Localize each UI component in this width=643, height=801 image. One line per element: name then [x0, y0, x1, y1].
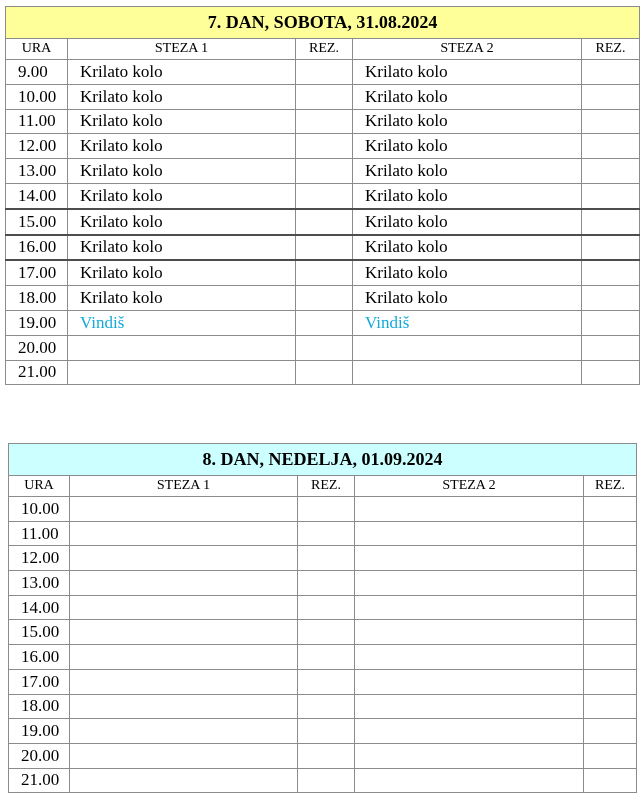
time-cell: 10.00 [6, 84, 68, 109]
table-row [6, 360, 640, 385]
header-rez-1: REZ. [296, 39, 353, 60]
table-row [9, 768, 637, 793]
column-header-row [6, 39, 640, 60]
rez-2-cell [584, 694, 637, 719]
rez-2-cell [582, 310, 640, 335]
lane-2-cell: Krilato kolo [353, 183, 582, 208]
rez-2-cell [582, 286, 640, 311]
lane-1-cell [68, 360, 296, 385]
lane-1-cell: Krilato kolo [68, 209, 296, 235]
header-lane-2: STEZA 2 [353, 39, 582, 60]
rez-1-cell [296, 209, 353, 235]
lane-1-cell [70, 719, 298, 744]
lane-1-cell: Krilato kolo [68, 134, 296, 159]
rez-1-cell [298, 669, 355, 694]
time-cell: 21.00 [6, 360, 68, 385]
lane-1-cell [70, 694, 298, 719]
table-row [9, 571, 637, 596]
table-row [9, 694, 637, 719]
time-cell: 19.00 [9, 719, 70, 744]
rez-1-cell [298, 719, 355, 744]
lane-1-cell [68, 335, 296, 360]
rez-2-cell [584, 497, 637, 522]
lane-2-cell: Krilato kolo [353, 60, 582, 85]
header-rez-1: REZ. [298, 476, 355, 497]
time-cell: 18.00 [9, 694, 70, 719]
rez-2-cell [582, 183, 640, 208]
lane-1-cell [70, 620, 298, 645]
header-rez-2: REZ. [582, 39, 640, 60]
lane-1-cell: Krilato kolo [68, 60, 296, 85]
lane-1-cell: Krilato kolo [68, 159, 296, 184]
lane-1-cell [70, 645, 298, 670]
rez-1-cell [298, 620, 355, 645]
time-cell: 20.00 [6, 335, 68, 360]
table-row [9, 521, 637, 546]
lane-1-cell: Krilato kolo [68, 235, 296, 261]
lane-1-cell [70, 595, 298, 620]
time-cell: 13.00 [9, 571, 70, 596]
time-cell: 20.00 [9, 743, 70, 768]
time-cell: 13.00 [6, 159, 68, 184]
table-row [9, 595, 637, 620]
rez-1-cell [296, 260, 353, 285]
rez-2-cell [582, 360, 640, 385]
table-row [6, 109, 640, 134]
rez-2-cell [582, 335, 640, 360]
lane-2-cell: Krilato kolo [353, 159, 582, 184]
rez-2-cell [582, 84, 640, 109]
rez-1-cell [298, 645, 355, 670]
header-time: URA [6, 39, 68, 60]
rez-1-cell [296, 360, 353, 385]
rez-2-cell [582, 235, 640, 261]
rez-1-cell [298, 571, 355, 596]
lane-2-cell: Krilato kolo [353, 84, 582, 109]
rez-2-cell [582, 60, 640, 85]
lane-2-cell: Krilato kolo [353, 286, 582, 311]
rez-2-cell [584, 768, 637, 793]
table-row [9, 669, 637, 694]
lane-1-cell: Krilato kolo [68, 286, 296, 311]
table-row [6, 183, 640, 208]
rez-1-cell [296, 310, 353, 335]
time-cell: 14.00 [6, 183, 68, 208]
lane-1-cell [70, 571, 298, 596]
schedule-table-day-8 [8, 443, 637, 793]
rez-1-cell [298, 595, 355, 620]
lane-2-cell: Vindiš [353, 310, 582, 335]
column-header-row [9, 476, 637, 497]
lane-1-cell: Krilato kolo [68, 109, 296, 134]
lane-2-cell [355, 546, 584, 571]
lane-2-cell [355, 620, 584, 645]
table-row [9, 743, 637, 768]
time-cell: 16.00 [9, 645, 70, 670]
lane-2-cell [355, 521, 584, 546]
lane-2-cell: Krilato kolo [353, 134, 582, 159]
table-row [6, 60, 640, 85]
rez-1-cell [296, 60, 353, 85]
table-row [6, 335, 640, 360]
lane-1-cell: Vindiš [68, 310, 296, 335]
lane-2-cell [353, 335, 582, 360]
header-time: URA [9, 476, 70, 497]
lane-2-cell: Krilato kolo [353, 209, 582, 235]
rez-1-cell [296, 286, 353, 311]
table-row [6, 134, 640, 159]
rez-1-cell [296, 183, 353, 208]
lane-2-cell [355, 743, 584, 768]
rez-2-cell [582, 134, 640, 159]
rez-1-cell [296, 235, 353, 261]
lane-2-cell [355, 694, 584, 719]
time-cell: 11.00 [6, 109, 68, 134]
lane-1-cell [70, 669, 298, 694]
header-rez-2: REZ. [584, 476, 637, 497]
lane-2-cell [355, 571, 584, 596]
lane-2-cell [355, 768, 584, 793]
rez-1-cell [298, 546, 355, 571]
lane-1-cell [70, 497, 298, 522]
lane-2-cell [355, 719, 584, 744]
rez-2-cell [584, 571, 637, 596]
rez-1-cell [298, 743, 355, 768]
time-cell: 10.00 [9, 497, 70, 522]
rez-1-cell [298, 768, 355, 793]
table-row [9, 719, 637, 744]
lane-2-cell: Krilato kolo [353, 109, 582, 134]
rez-2-cell [584, 595, 637, 620]
time-cell: 12.00 [9, 546, 70, 571]
table-row [6, 260, 640, 285]
lane-1-cell [70, 546, 298, 571]
lane-1-cell [70, 768, 298, 793]
lane-2-cell [355, 669, 584, 694]
rez-2-cell [582, 159, 640, 184]
time-cell: 15.00 [6, 209, 68, 235]
header-lane-1: STEZA 1 [70, 476, 298, 497]
rez-1-cell [296, 159, 353, 184]
rez-1-cell [298, 521, 355, 546]
table-row [6, 159, 640, 184]
header-lane-1: STEZA 1 [68, 39, 296, 60]
lane-2-cell: Krilato kolo [353, 235, 582, 261]
lane-1-cell: Krilato kolo [68, 183, 296, 208]
table-row [9, 620, 637, 645]
rez-1-cell [298, 497, 355, 522]
lane-2-cell: Krilato kolo [353, 260, 582, 285]
table-row [9, 546, 637, 571]
table-row [9, 497, 637, 522]
table-row [6, 209, 640, 235]
lane-1-cell: Krilato kolo [68, 84, 296, 109]
day-title: 8. DAN, NEDELJA, 01.09.2024 [9, 444, 637, 476]
lane-2-cell [353, 360, 582, 385]
table-row [6, 286, 640, 311]
time-cell: 12.00 [6, 134, 68, 159]
lane-2-cell [355, 645, 584, 670]
table-row [6, 235, 640, 261]
time-cell: 15.00 [9, 620, 70, 645]
rez-2-cell [582, 109, 640, 134]
rez-1-cell [298, 694, 355, 719]
rez-2-cell [582, 209, 640, 235]
rez-1-cell [296, 134, 353, 159]
table-row [9, 645, 637, 670]
rez-2-cell [584, 620, 637, 645]
rez-2-cell [584, 669, 637, 694]
rez-2-cell [584, 645, 637, 670]
time-cell: 17.00 [6, 260, 68, 285]
rez-2-cell [582, 260, 640, 285]
time-cell: 18.00 [6, 286, 68, 311]
time-cell: 19.00 [6, 310, 68, 335]
day-title: 7. DAN, SOBOTA, 31.08.2024 [6, 7, 640, 39]
rez-1-cell [296, 335, 353, 360]
time-cell: 17.00 [9, 669, 70, 694]
time-cell: 9.00 [6, 60, 68, 85]
lane-1-cell [70, 743, 298, 768]
time-cell: 16.00 [6, 235, 68, 261]
time-cell: 14.00 [9, 595, 70, 620]
time-cell: 21.00 [9, 768, 70, 793]
time-cell: 11.00 [9, 521, 70, 546]
schedule-table-day-7 [5, 6, 640, 385]
lane-2-cell [355, 595, 584, 620]
rez-2-cell [584, 743, 637, 768]
rez-1-cell [296, 109, 353, 134]
rez-1-cell [296, 84, 353, 109]
rez-2-cell [584, 719, 637, 744]
header-lane-2: STEZA 2 [355, 476, 584, 497]
lane-1-cell [70, 521, 298, 546]
table-row [6, 310, 640, 335]
lane-2-cell [355, 497, 584, 522]
table-row [6, 84, 640, 109]
rez-2-cell [584, 521, 637, 546]
lane-1-cell: Krilato kolo [68, 260, 296, 285]
rez-2-cell [584, 546, 637, 571]
